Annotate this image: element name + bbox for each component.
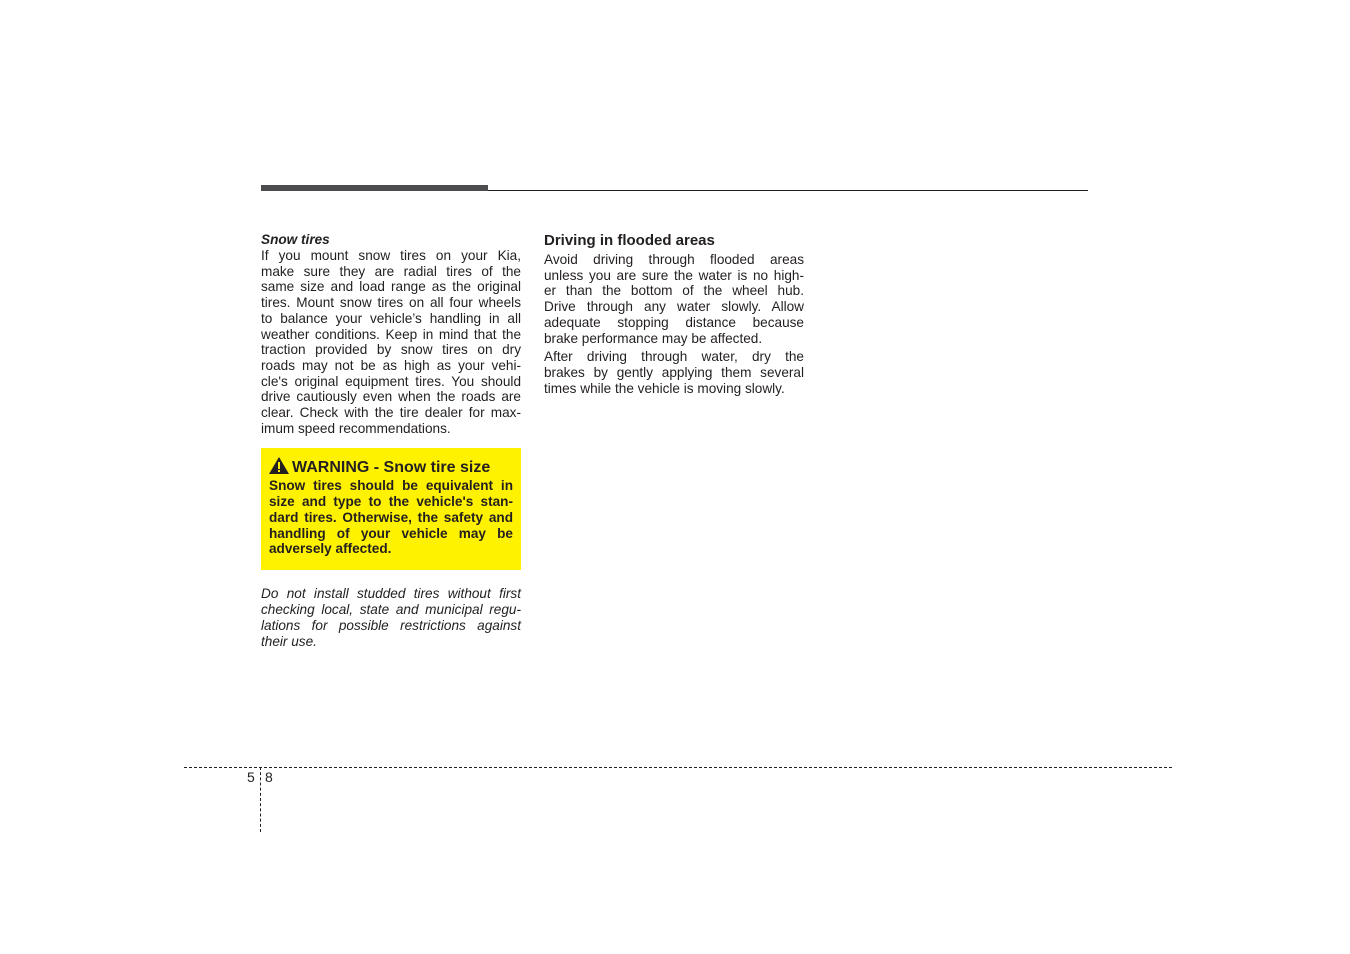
warning-body xyxy=(269,478,513,557)
text-line: er than the bottom of the wheel hub. xyxy=(544,283,804,299)
text-line: imum speed recommendations. xyxy=(261,420,451,436)
text-line: If you mount snow tires on your Kia, xyxy=(261,248,521,263)
warning-title xyxy=(269,457,513,477)
text-line: adequate stopping distance because xyxy=(544,314,804,330)
text-line: cle's original equipment tires. You should xyxy=(261,373,521,389)
text-line: brake performance may be affected. xyxy=(544,330,763,346)
text-line: unless you are sure the water is no high- xyxy=(544,267,804,283)
text-line: adversely affected. xyxy=(269,541,392,557)
text-line: Snow tires should be equivalent in xyxy=(269,478,513,494)
text-line: times while the vehicle is moving slowly. xyxy=(544,380,785,396)
warning-subject: - Snow tire size xyxy=(369,459,491,477)
snow-tires-heading: Snow tires xyxy=(261,232,330,247)
right-column xyxy=(544,232,804,396)
snow-tires-body xyxy=(261,248,521,436)
text-line: Drive through any water slowly. Allow xyxy=(544,299,804,315)
text-line: size and type to the vehicle's stan- xyxy=(269,494,513,510)
warning-label: WARNING xyxy=(292,459,370,477)
flooded-para-2 xyxy=(544,349,804,396)
text-line: same size and load range as the original xyxy=(261,279,521,295)
header-rule xyxy=(488,190,1088,191)
flooded-areas-heading: Driving in flooded areas xyxy=(544,232,715,249)
text-line: tires. Mount snow tires on all four wheels xyxy=(261,295,521,311)
text-line: brakes by gently applying them several xyxy=(544,364,804,380)
text-line: clear. Check with the tire dealer for max- xyxy=(261,405,521,421)
section-number: 5 xyxy=(247,769,255,785)
warning-box xyxy=(261,448,521,570)
studded-tires-note xyxy=(261,586,521,649)
text-line: weather conditions. Keep in mind that the xyxy=(261,326,521,342)
text-line: lations for possible restrictions against xyxy=(261,617,521,633)
text-line: drive cautiously even when the roads are xyxy=(261,389,521,405)
text-line: their use. xyxy=(261,633,317,649)
text-line: handling of your vehicle may be xyxy=(269,525,513,541)
footer-rule xyxy=(184,767,1172,768)
text-line: to balance your vehicle’s handling in all xyxy=(261,310,521,326)
header-bar xyxy=(261,185,488,191)
text-line: roads may not be as high as your vehi- xyxy=(261,357,521,373)
text-line: Avoid driving through flooded areas xyxy=(544,252,804,267)
footer-divider xyxy=(260,767,261,832)
left-column xyxy=(261,232,521,649)
text-line: Do not install studded tires without first xyxy=(261,586,521,602)
flooded-para-1 xyxy=(544,252,804,346)
text-line: After driving through water, dry the xyxy=(544,349,804,365)
page-number: 8 xyxy=(265,769,273,785)
text-line: make sure they are radial tires of the xyxy=(261,263,521,279)
text-line: dard tires. Otherwise, the safety and xyxy=(269,509,513,525)
warning-triangle-icon xyxy=(269,457,289,474)
text-line: traction provided by snow tires on dry xyxy=(261,342,521,358)
text-line: checking local, state and municipal regu- xyxy=(261,602,521,618)
